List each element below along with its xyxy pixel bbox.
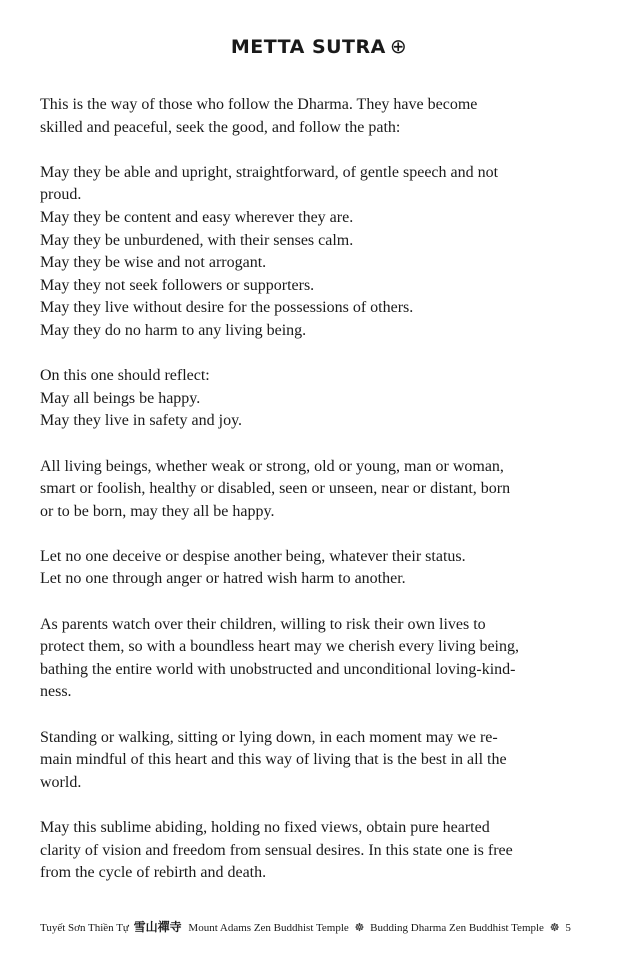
text-line: May they live in safety and joy.: [40, 412, 243, 430]
paragraph: [40, 817, 600, 885]
paragraph: [40, 546, 600, 591]
text-line: Let no one through anger or hatred wish harm to another.: [40, 570, 406, 588]
footer-temple-budding-dharma: Budding Dharma Zen Buddhist Temple: [370, 922, 544, 934]
page-number: 5: [565, 922, 571, 934]
text-line: Standing or walking, sitting or lying down, in each moment may we re-: [40, 728, 498, 746]
text-line: from the cycle of rebirth and death.: [40, 864, 267, 882]
dharma-wheel-icon: ☸: [354, 922, 365, 934]
text-line: proud.: [40, 186, 82, 204]
title-text: METTA SUTRA: [230, 36, 386, 58]
text-line: As parents watch over their children, willing to risk their own lives to: [40, 615, 486, 633]
text-line: May they not seek followers or supporters.: [40, 276, 315, 294]
text-line: skilled and peaceful, seek the good, and follow the path:: [40, 118, 401, 136]
text-line: smart or foolish, healthy or disabled, seen or unseen, near or distant, born: [40, 480, 511, 498]
text-line: May they do no harm to any living being.: [40, 321, 307, 339]
footer-temple-mount-adams: Mount Adams Zen Buddhist Temple: [188, 922, 349, 934]
paragraph: [40, 94, 600, 139]
text-line: May they live without desire for the possessions of others.: [40, 299, 414, 317]
page-title: [0, 34, 638, 58]
text-line: On this one should reflect:: [40, 367, 210, 385]
paragraph: [40, 162, 600, 343]
text-line: May they be content and easy wherever they are.: [40, 208, 354, 226]
sutra-body: [40, 94, 600, 907]
text-line: ness.: [40, 683, 72, 701]
text-line: May all beings be happy.: [40, 389, 201, 407]
page-footer: [40, 918, 600, 935]
paragraph: [40, 456, 600, 524]
paragraph: [40, 727, 600, 795]
text-line: main mindful of this heart and this way of living that is the best in all the: [40, 751, 507, 769]
text-line: bathing the entire world with unobstructed and unconditional loving-kind-: [40, 660, 516, 678]
text-line: May they be able and upright, straightforward, of gentle speech and not: [40, 163, 499, 181]
text-line: May they be wise and not arrogant.: [40, 254, 267, 272]
paragraph: [40, 614, 600, 704]
text-line: protect them, so with a boundless heart may we cherish every living being,: [40, 638, 519, 656]
paragraph: [40, 365, 600, 433]
text-line: clarity of vision and freedom from sensual desires. In this state one is free: [40, 841, 513, 859]
text-line: This is the way of those who follow the Dharma. They have become: [40, 96, 478, 113]
dharma-wheel-icon: ☸: [549, 922, 560, 934]
text-line: All living beings, whether weak or strong, old or young, man or woman,: [40, 457, 504, 475]
text-line: world.: [40, 773, 82, 791]
circled-plus-icon: ⊕: [389, 34, 408, 58]
text-line: May they be unburdened, with their senses calm.: [40, 231, 354, 249]
text-line: Let no one deceive or despise another being, whatever their status.: [40, 547, 466, 565]
footer-temple-chinese: 雪山禪寺: [133, 920, 182, 934]
text-line: or to be born, may they all be happy.: [40, 502, 275, 520]
footer-temple-vietnamese: Tuyết Sơn Thiền Tự: [40, 922, 129, 934]
text-line: May this sublime abiding, holding no fixed views, obtain pure hearted: [40, 819, 490, 836]
